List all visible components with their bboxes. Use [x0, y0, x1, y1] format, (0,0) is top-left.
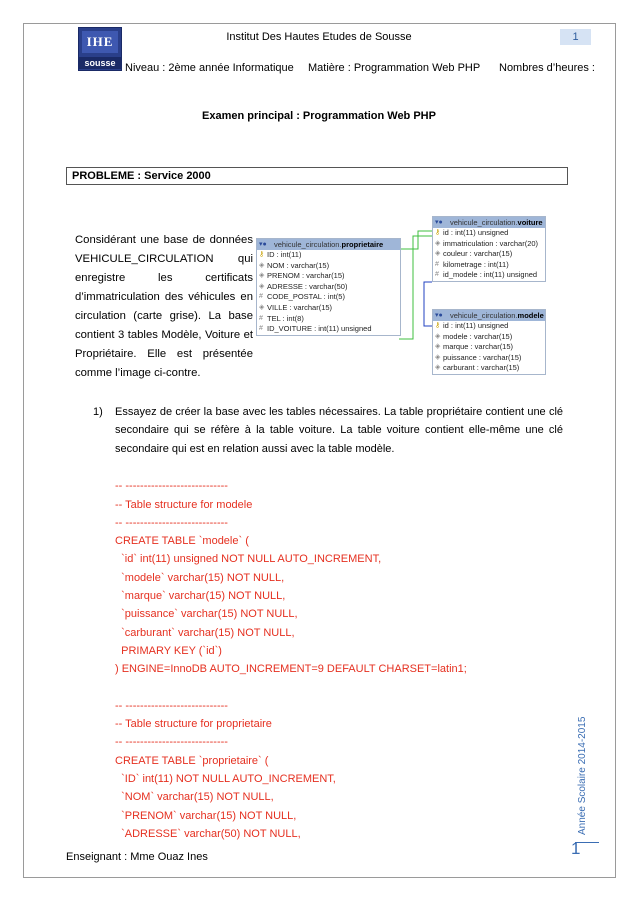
field-label: NOM : varchar(15) — [267, 260, 330, 270]
sql-line: ) ENGINE=InnoDB AUTO_INCREMENT=9 DEFAULT CHARSET=latin1; — [115, 663, 467, 676]
field-icon: ◈ — [435, 364, 441, 372]
field-label: CODE_POSTAL : int(5) — [267, 292, 345, 302]
field-row — [257, 314, 400, 325]
sql-line: CREATE TABLE `modele` ( — [115, 535, 249, 548]
field-label: immatriculation : varchar(20) — [443, 238, 539, 248]
field-label: couleur : varchar(15) — [443, 249, 513, 259]
field-label: ADRESSE : varchar(50) — [267, 281, 348, 291]
key-icon: ⚷ — [259, 251, 265, 258]
field-row — [433, 249, 545, 260]
field-icon: # — [259, 293, 263, 301]
field-row — [433, 270, 545, 281]
field-row — [433, 363, 545, 374]
table-icon: ▾● — [259, 241, 267, 248]
field-icon: ◈ — [435, 353, 441, 361]
fk-line-proprietaire-voiture-b — [399, 236, 432, 339]
exam-title: Examen principal : Programmation Web PHP — [202, 110, 436, 122]
sql-code-block — [115, 459, 467, 862]
table-name: proprietaire — [341, 240, 384, 249]
table-db-name: vehicule_circulation — [274, 240, 340, 249]
table-icon: ▾● — [435, 219, 443, 226]
sql-line: -- ---------------------------- — [115, 480, 228, 493]
field-icon: # — [435, 260, 439, 268]
question-text: Essayez de créer la base avec les tables nécessaires. La table propriétaire contient une clé secondaire qui se réfère à la table voiture. La table voiture contient elle-même une clé secondaire qui est en relation aussi avec la table modèle. — [115, 406, 563, 455]
question-number: 1) — [93, 406, 103, 418]
field-label: modele : varchar(15) — [443, 331, 513, 341]
field-row — [433, 353, 545, 364]
question-1 — [93, 403, 563, 458]
field-row — [433, 332, 545, 343]
field-row — [433, 228, 545, 239]
logo-text-top: IHE — [82, 31, 118, 53]
sql-line: `ID` int(11) NOT NULL AUTO_INCREMENT, — [115, 773, 336, 786]
field-icon: # — [259, 314, 263, 322]
teacher-footer: Enseignant : Mme Ouaz Ines — [66, 851, 208, 863]
logo-text-bottom: sousse — [79, 57, 121, 69]
field-label: id : int(11) unsigned — [443, 321, 509, 330]
field-icon: ◈ — [259, 272, 265, 280]
field-icon: ◈ — [435, 332, 441, 340]
fk-line-voiture-modele — [424, 282, 432, 326]
table-proprietaire — [256, 238, 401, 336]
table-name: voiture — [517, 218, 543, 227]
sql-line: CREATE TABLE `proprietaire` ( — [115, 754, 269, 767]
table-modele — [432, 309, 546, 375]
field-row — [433, 321, 545, 332]
sql-line: -- Table structure for modele — [115, 498, 253, 511]
table-name: modele — [517, 311, 544, 320]
sql-line: `marque` varchar(15) NOT NULL, — [115, 590, 286, 603]
field-row — [433, 260, 545, 271]
table-header: ▾● vehicule_circulation.voiture — [433, 217, 545, 228]
school-year-sidebar — [575, 700, 605, 840]
field-label: marque : varchar(15) — [443, 342, 514, 352]
field-label: carburant : varchar(15) — [443, 363, 520, 373]
field-icon: ◈ — [259, 261, 265, 269]
sql-line: PRIMARY KEY (`id`) — [115, 644, 222, 657]
footer-page-number: 1 — [571, 839, 581, 858]
field-icon: ◈ — [259, 303, 265, 311]
key-icon: ⚷ — [435, 322, 441, 329]
table-db-name: vehicule_circulation — [450, 218, 516, 227]
field-row — [257, 282, 400, 293]
table-header: ▾● vehicule_circulation.proprietaire — [257, 239, 400, 250]
table-icon: ▾● — [435, 312, 443, 319]
field-label: id : int(11) unsigned — [443, 228, 509, 237]
sql-line: `carburant` varchar(15) NOT NULL, — [115, 626, 295, 639]
field-label: TEL : int(8) — [267, 313, 304, 323]
field-label: puissance : varchar(15) — [443, 352, 522, 362]
field-label: ID : int(11) — [267, 250, 302, 259]
field-row — [433, 342, 545, 353]
intro-paragraph: Considérant une base de données VEHICULE_CIRCULATION qui enregistre les certificats d’immatriculation des véhicules en circulation (carte grise). La base contient 3 tables Modèle, Voiture et Propriétaire. Elle est présentée comme l’image ci-contre. — [75, 234, 253, 379]
sql-line: `id` int(11) unsigned NOT NULL AUTO_INCREMENT, — [115, 553, 382, 566]
sql-line: -- ---------------------------- — [115, 736, 228, 749]
field-icon: ◈ — [259, 282, 265, 290]
table-header: ▾● vehicule_circulation.modele — [435, 311, 544, 320]
sql-line: `modele` varchar(15) NOT NULL, — [115, 571, 285, 584]
field-row — [257, 261, 400, 272]
field-row — [433, 239, 545, 250]
field-row — [257, 324, 400, 335]
sql-line-blank — [115, 679, 467, 697]
field-icon: ◈ — [435, 239, 441, 247]
field-icon: ◈ — [435, 343, 441, 351]
field-row — [257, 303, 400, 314]
field-icon: # — [435, 271, 439, 279]
sql-line: `ADRESSE` varchar(50) NOT NULL, — [115, 827, 301, 840]
field-label: kilometrage : int(11) — [443, 259, 509, 269]
header-page-number: 1 — [560, 29, 591, 45]
sql-line: -- ---------------------------- — [115, 516, 228, 529]
question-list — [93, 403, 563, 458]
institute-name: Institut Des Hautes Etudes de Sousse — [226, 31, 412, 43]
heures-text: Nombres d’heures : — [499, 62, 595, 74]
field-row — [257, 271, 400, 282]
field-icon: # — [259, 325, 263, 333]
school-year-text: Année Scolaire 2014-2015 — [577, 716, 588, 835]
sql-line: -- Table structure for proprietaire — [115, 718, 272, 731]
table-db-name: vehicule_circulation — [450, 311, 516, 320]
field-icon: ◈ — [435, 250, 441, 258]
field-label: PRENOM : varchar(15) — [267, 271, 345, 281]
fk-line-proprietaire-voiture — [399, 231, 432, 249]
sql-line: `PRENOM` varchar(15) NOT NULL, — [115, 809, 297, 822]
field-row — [257, 292, 400, 303]
field-label: id_modele : int(11) unsigned — [443, 270, 538, 280]
sql-line: `puissance` varchar(15) NOT NULL, — [115, 608, 298, 621]
field-row — [257, 250, 400, 261]
sql-line: `NOM` varchar(15) NOT NULL, — [115, 791, 274, 804]
key-icon: ⚷ — [435, 229, 441, 236]
problem-title: PROBLEME : Service 2000 — [66, 167, 568, 185]
field-label: VILLE : varchar(15) — [267, 302, 333, 312]
table-voiture — [432, 216, 546, 282]
matiere-text: Matière : Programmation Web PHP — [308, 62, 481, 74]
sql-line: -- ---------------------------- — [115, 699, 228, 712]
field-label: ID_VOITURE : int(11) unsigned — [267, 324, 372, 334]
niveau-text: Niveau : 2ème année Informatique — [125, 62, 294, 74]
